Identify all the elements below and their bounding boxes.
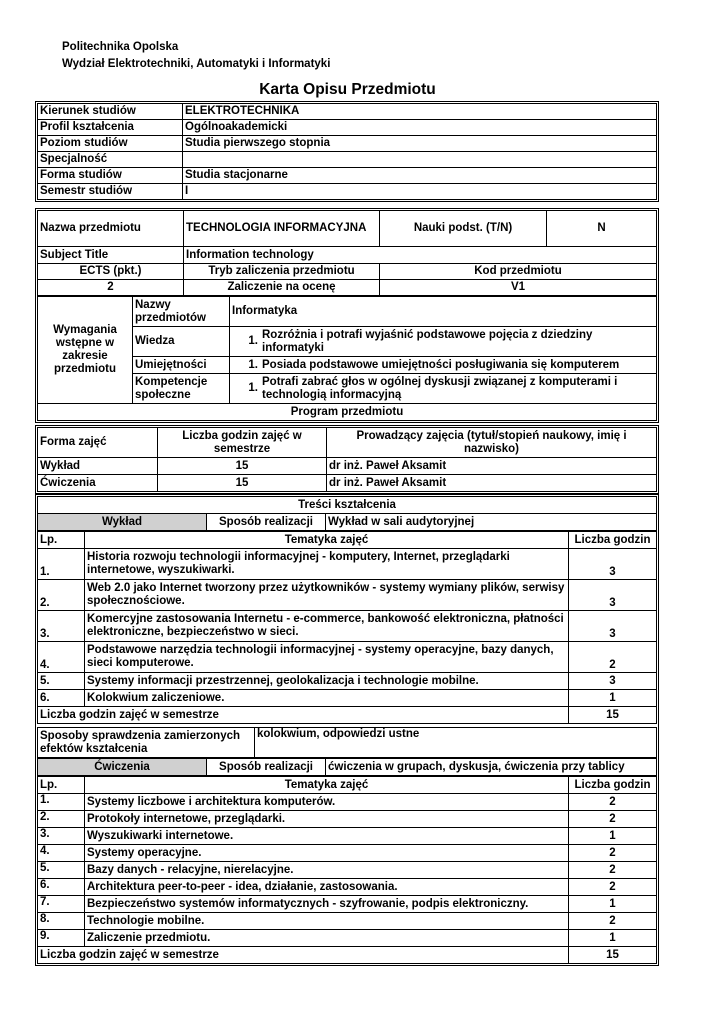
lecture-topic: Komercyjne zastosowania Internetu - e-commerce, bankowość elektroniczna, płatności elektroniczne, bezpieczeństwo w sieci. — [85, 611, 569, 642]
form-column-header: Forma zajęć — [38, 428, 158, 458]
exercises-lp: 9. — [38, 930, 85, 947]
exercises-hours: 1 — [569, 828, 657, 845]
exercises-topic: Architektura peer-to-peer - idea, działanie, zastosowania. — [85, 879, 569, 896]
lecture-topic-header: Tematyka zajęć — [85, 532, 569, 549]
document-title: Karta Opisu Przedmiotu — [259, 81, 436, 98]
study-info-label: Profil kształcenia — [38, 120, 183, 136]
competence-number: 1. — [248, 382, 258, 394]
exercises-row — [38, 879, 657, 896]
study-info-label: Forma studiów — [38, 168, 183, 184]
subject-title: Information technology — [184, 247, 657, 264]
exercises-row — [38, 828, 657, 845]
lecture-row — [38, 690, 657, 707]
lecture-rows — [38, 549, 657, 707]
knowledge-item — [230, 327, 657, 357]
exercises-topic: Technologie mobilne. — [85, 913, 569, 930]
lecture-lp: 1. — [38, 549, 85, 580]
study-info-row — [38, 136, 657, 152]
faculty-name: Wydział Elektrotechniki, Automatyki i Informatyki — [62, 58, 331, 70]
program-rows — [38, 458, 657, 492]
lecture-topic: Historia rozwoju technologii informacyjnej - komputery, Internet, przeglądarki internetowe, wyszukiwarki. — [85, 549, 569, 580]
program-row — [38, 475, 657, 492]
lecture-hours: 3 — [569, 611, 657, 642]
lecture-row — [38, 580, 657, 611]
lecture-lp: 3. — [38, 611, 85, 642]
program-hours: 15 — [158, 475, 327, 492]
exercises-lp: 1. — [38, 794, 85, 811]
exercises-hours: 1 — [569, 930, 657, 947]
exercises-topic-header: Tematyka zajęć — [85, 777, 569, 794]
exercises-total: 15 — [569, 947, 657, 964]
exercises-row — [38, 913, 657, 930]
exercises-lp: 8. — [38, 913, 85, 930]
skills-item — [230, 357, 657, 374]
competence-item — [230, 374, 657, 404]
program-section — [35, 425, 659, 494]
exercises-row — [38, 896, 657, 913]
lecture-method: Wykład w sali audytoryjnej — [326, 514, 657, 531]
exercises-hours: 1 — [569, 896, 657, 913]
lecture-hours-header: Liczba godzin — [569, 532, 657, 549]
exercises-topic: Systemy operacyjne. — [85, 845, 569, 862]
lecture-hours: 3 — [569, 580, 657, 611]
program-title: Program przedmiotu — [38, 404, 657, 421]
lecture-topic: Web 2.0 jako Internet tworzony przez użytkowników - systemy wymiany plików, serwisy społecznościowe. — [85, 580, 569, 611]
exercises-lp: 7. — [38, 896, 85, 913]
study-info-row — [38, 104, 657, 120]
course-section — [35, 208, 659, 423]
assessment-mode-label: Tryb zaliczenia przedmiotu — [184, 264, 380, 280]
study-info-value — [183, 152, 657, 168]
lecture-row — [38, 549, 657, 580]
ects-value: 2 — [38, 280, 184, 296]
prerequisite-subjects: Informatyka — [230, 297, 657, 327]
lecture-row — [38, 642, 657, 673]
lecture-hours: 3 — [569, 549, 657, 580]
exercises-hours: 2 — [569, 811, 657, 828]
exercises-lp: 4. — [38, 845, 85, 862]
exercises-lp: 3. — [38, 828, 85, 845]
exercises-hours: 2 — [569, 879, 657, 896]
exercises-row — [38, 811, 657, 828]
exercises-row — [38, 845, 657, 862]
content-section — [35, 494, 659, 966]
lecture-total: 15 — [569, 707, 657, 724]
skills-text: Posiada podstawowe umiejętności posługiwania się komputerem — [262, 358, 620, 371]
study-info-label: Poziom studiów — [38, 136, 183, 152]
basic-sciences-label: Nauki podst. (T/N) — [380, 211, 547, 247]
subject-title-label: Subject Title — [38, 247, 184, 264]
exercises-hours: 2 — [569, 913, 657, 930]
lecture-topic: Systemy informacji przestrzennej, geolokalizacja i technologie mobilne. — [85, 673, 569, 690]
university-name: Politechnika Opolska — [62, 41, 179, 53]
lecture-row — [38, 611, 657, 642]
exercises-lp: 6. — [38, 879, 85, 896]
knowledge-number: 1. — [248, 335, 258, 347]
lecture-lp-header: Lp. — [38, 532, 85, 549]
study-info-value: Studia pierwszego stopnia — [183, 136, 657, 152]
assessment-mode: Zaliczenie na ocenę — [184, 280, 380, 296]
exercises-heading: Ćwiczenia — [38, 759, 207, 776]
study-info-label: Semestr studiów — [38, 184, 183, 200]
course-code-label: Kod przedmiotu — [380, 264, 657, 280]
prerequisite-subjects-label: Nazwy przedmiotów — [133, 297, 230, 327]
exercises-topic: Zaliczenie przedmiotu. — [85, 930, 569, 947]
lecture-total-label: Liczba godzin zajęć w semestrze — [38, 707, 569, 724]
study-info-table — [38, 104, 657, 200]
study-info-value: I — [183, 184, 657, 200]
competence-label: Kompetencje społeczne — [133, 374, 230, 404]
study-info-row — [38, 184, 657, 200]
exercises-lp-header: Lp. — [38, 777, 85, 794]
exercises-lp: 5. — [38, 862, 85, 879]
exercises-hours: 2 — [569, 845, 657, 862]
study-info-row — [38, 152, 657, 168]
study-info-row — [38, 168, 657, 184]
lecture-heading: Wykład — [38, 514, 207, 531]
knowledge-label: Wiedza — [133, 327, 230, 357]
knowledge-text: Rozróżnia i potrafi wyjaśnić podstawowe pojęcia z dziedziny informatyki — [262, 328, 593, 354]
course-name-label: Nazwa przedmiotu — [38, 211, 184, 247]
study-info-value: ELEKTROTECHNIKA — [183, 104, 657, 120]
program-form: Wykład — [38, 458, 158, 475]
lecture-hours: 3 — [569, 673, 657, 690]
skills-label: Umiejętności — [133, 357, 230, 374]
basic-sciences-value: N — [547, 211, 657, 247]
lecture-lp: 4. — [38, 642, 85, 673]
program-row — [38, 458, 657, 475]
exercises-hours-header: Liczba godzin — [569, 777, 657, 794]
course-code: V1 — [380, 280, 657, 296]
lecture-topic: Kolokwium zaliczeniowe. — [85, 690, 569, 707]
program-teacher: dr inż. Paweł Aksamit — [327, 475, 657, 492]
course-name: TECHNOLOGIA INFORMACYJNA — [184, 211, 380, 247]
exercises-rows — [38, 794, 657, 947]
exercises-topic: Wyszukiwarki internetowe. — [85, 828, 569, 845]
study-info-section — [35, 101, 659, 202]
exercises-total-label: Liczba godzin zajęć w semestrze — [38, 947, 569, 964]
competence-text: Potrafi zabrać głos w ogólnej dyskusji związanej z komputerami i technologią informacyjną — [262, 375, 618, 401]
verification-label: Sposoby sprawdzenia zamierzonych efektów kształcenia — [38, 728, 255, 758]
skills-number: 1. — [248, 358, 258, 371]
lecture-lp: 2. — [38, 580, 85, 611]
study-info-label: Kierunek studiów — [38, 104, 183, 120]
teacher-column-header: Prowadzący zajęcia (tytuł/stopień naukowy, imię i nazwisko) — [327, 428, 657, 458]
exercises-topic: Protokoły internetowe, przeglądarki. — [85, 811, 569, 828]
program-teacher: dr inż. Paweł Aksamit — [327, 458, 657, 475]
study-info-label: Specjalność — [38, 152, 183, 168]
program-form: Ćwiczenia — [38, 475, 158, 492]
program-hours: 15 — [158, 458, 327, 475]
exercises-lp: 2. — [38, 811, 85, 828]
hours-column-header: Liczba godzin zajęć w semestrze — [158, 428, 327, 458]
exercises-row — [38, 930, 657, 947]
exercises-hours: 2 — [569, 862, 657, 879]
exercises-topic: Systemy liczbowe i architektura komputerów. — [85, 794, 569, 811]
verification-methods: kolokwium, odpowiedzi ustne — [255, 728, 657, 758]
lecture-lp: 6. — [38, 690, 85, 707]
study-info-row — [38, 120, 657, 136]
lecture-row — [38, 673, 657, 690]
exercises-method-label: Sposób realizacji — [207, 759, 326, 776]
exercises-row — [38, 794, 657, 811]
exercises-row — [38, 862, 657, 879]
lecture-hours: 2 — [569, 642, 657, 673]
study-info-value: Studia stacjonarne — [183, 168, 657, 184]
exercises-method: ćwiczenia w grupach, dyskusja, ćwiczenia przy tablicy — [326, 759, 657, 776]
requirements-label: Wymagania wstępne w zakresie przedmiotu — [38, 297, 133, 404]
content-title: Treści kształcenia — [38, 497, 657, 514]
ects-label: ECTS (pkt.) — [38, 264, 184, 280]
lecture-topic: Podstawowe narzędzia technologii informacyjnej - systemy operacyjne, bazy danych, sieci komputerowe. — [85, 642, 569, 673]
lecture-hours: 1 — [569, 690, 657, 707]
lecture-lp: 5. — [38, 673, 85, 690]
lecture-method-label: Sposób realizacji — [207, 514, 326, 531]
exercises-topic: Bezpieczeństwo systemów informatycznych - szyfrowanie, podpis elektroniczny. — [85, 896, 569, 913]
exercises-topic: Bazy danych - relacyjne, nierelacyjne. — [85, 862, 569, 879]
study-info-value: Ogólnoakademicki — [183, 120, 657, 136]
exercises-hours: 2 — [569, 794, 657, 811]
